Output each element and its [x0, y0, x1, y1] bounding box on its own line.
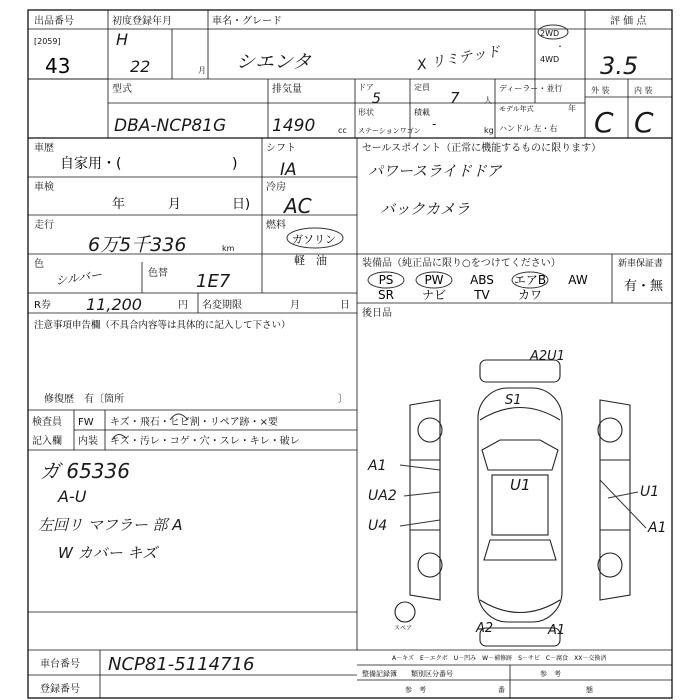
- int-flaws: キズ・汚レ・コゲ・穴・スレ・キレ・破レ: [110, 436, 300, 447]
- note-line4: W カバー キズ: [58, 544, 158, 562]
- cooling-value: AC: [284, 194, 312, 218]
- right-side: [600, 400, 630, 600]
- km-unit: km: [222, 244, 235, 253]
- yen-unit: 円: [178, 300, 188, 311]
- cc-unit: cc: [338, 126, 347, 135]
- fuel-gasoline: ガソリン: [292, 233, 336, 246]
- load-value: -: [432, 117, 437, 131]
- equipment-item: カワ: [517, 288, 543, 302]
- equipment-item: ナビ: [421, 288, 447, 302]
- score-label: 評 価 点: [610, 16, 647, 27]
- warranty-value: 有・無: [624, 279, 664, 294]
- color-label: 色: [34, 259, 44, 270]
- frame-no-label: 車台番号: [40, 659, 80, 670]
- car-name-label: 車名・グレード: [212, 16, 282, 27]
- drive-2wd: 2WD: [540, 29, 560, 38]
- repair-close: 〕: [338, 394, 348, 405]
- spare-tire: [395, 602, 415, 622]
- tag-u1-center: U1: [510, 476, 531, 494]
- note-mileage: ガ 65336: [40, 459, 130, 483]
- doors-value: 5: [372, 91, 381, 107]
- drive-4wd: 4WD: [540, 55, 560, 64]
- mileage-value: 6万5千336: [88, 234, 187, 256]
- inspection-day: 日): [232, 197, 251, 212]
- equipment-grid: [368, 272, 588, 302]
- equipment-item: PS: [378, 273, 394, 287]
- first-reg-label: 初度登録年月: [112, 16, 172, 27]
- displacement-label: 排気量: [272, 84, 302, 95]
- lot-number: 43: [45, 54, 71, 78]
- left-side: [410, 400, 440, 600]
- interior-label: 内 装: [634, 86, 653, 95]
- shape-label: 形状: [358, 108, 374, 117]
- interior-row-label: 内装: [78, 436, 98, 447]
- model-label: 型式: [112, 84, 132, 95]
- doors-label: ドア: [358, 83, 374, 92]
- recycle-amount: 11,200: [86, 295, 142, 314]
- equipment-item: AW: [568, 273, 588, 287]
- state-label: 態: [586, 686, 593, 694]
- num-abbr: 番: [498, 686, 505, 694]
- inspection-label: 車検: [34, 182, 54, 193]
- tag-a1-right: A1: [648, 520, 667, 536]
- inspection-month: 月: [168, 197, 182, 212]
- handle-label: ハンドル 左・右: [499, 124, 558, 133]
- sales-point-2: バックカメラ: [380, 200, 471, 218]
- usage-label: 車歴: [34, 143, 54, 154]
- tag-s1: S1: [505, 393, 522, 408]
- drive-dot: ・: [556, 42, 564, 51]
- model-year-unit: 年: [568, 104, 576, 113]
- windshield: [482, 440, 558, 470]
- sheet-border: [28, 10, 672, 698]
- mileage-label: 走行: [34, 220, 54, 231]
- equipment-label: 装備品（純正品に限り○をつけてください）: [362, 258, 561, 269]
- fuel-diesel: 軽 油: [294, 254, 327, 267]
- warranty-label: 新車保証書: [618, 259, 664, 269]
- wheel-rl: [418, 553, 442, 577]
- tag-a2: A2: [476, 621, 494, 636]
- lot-code: [2059]: [34, 37, 61, 46]
- displacement-value: 1490: [272, 116, 316, 136]
- ref-2: 参 考: [540, 670, 561, 678]
- equipment-item: ABS: [470, 273, 494, 287]
- doc-rows: 整備記録簿 類別区分番号: [362, 670, 453, 678]
- legend: A－キズ E－エクボ U－凹み W－補修跡 S－サビ C－腐食 XX－交換済: [392, 655, 607, 662]
- afterday-label: 後日品: [362, 308, 392, 319]
- wheel-fl: [418, 418, 442, 442]
- tag-u4: U4: [368, 518, 388, 534]
- name-limit-label: 名変期限: [202, 300, 242, 311]
- capacity-label: 定員: [414, 83, 430, 92]
- lot-no-label: 出品番号: [34, 16, 74, 27]
- equipment-item: PW: [424, 273, 444, 287]
- fuel-label: 燃料: [266, 220, 286, 231]
- wheel-rr: [598, 553, 622, 577]
- model-value: DBA-NCP81G: [114, 116, 227, 136]
- inspection-year: 年: [112, 197, 126, 212]
- fw-label: FW: [78, 417, 94, 428]
- note-line2: A-U: [58, 487, 87, 506]
- equipment-item: TV: [474, 288, 490, 302]
- person-unit: 人: [484, 96, 492, 105]
- tag-a1-bottom: A1: [548, 623, 566, 638]
- rear-window: [484, 540, 556, 560]
- sales-point-1: パワースライドドア: [368, 162, 502, 180]
- equipment-item: SR: [378, 288, 394, 302]
- color-value: シルバー: [54, 267, 103, 288]
- name-limit-day: 日: [340, 300, 350, 311]
- capacity-value: 7: [450, 89, 460, 107]
- color-change-label: 色替: [148, 268, 168, 279]
- interior-grade: C: [634, 106, 654, 139]
- color-code: 1E7: [196, 271, 231, 292]
- model-year-label: モデル年式: [499, 105, 534, 113]
- cooling-label: 冷房: [266, 182, 286, 193]
- reg-year: 22: [130, 57, 151, 76]
- name-limit-month: 月: [290, 300, 300, 311]
- wheel-fr: [598, 418, 622, 442]
- ref-1: 参 考: [405, 686, 426, 694]
- spare-label: スペア: [394, 625, 413, 632]
- note-line3: 左回リ マフラー 部 A: [38, 516, 183, 534]
- sales-point-label: セールスポイント（正常に機能するものに限ります）: [362, 143, 602, 154]
- recycle-label: R券: [34, 300, 51, 311]
- shape-value: ステーションワゴン: [358, 127, 421, 135]
- usage-close: ): [232, 156, 238, 172]
- tag-a2u1: A2U1: [530, 349, 565, 364]
- kg-unit: kg: [484, 126, 494, 135]
- tag-a1-left: A1: [368, 458, 387, 474]
- reg-era: H: [116, 30, 129, 49]
- inspector-label: 検査員: [32, 417, 62, 428]
- tag-ua2: UA2: [368, 488, 397, 504]
- exterior-label: 外 装: [591, 86, 610, 95]
- reg-no-label: 登録番号: [40, 684, 80, 695]
- shift-label: シフト: [266, 143, 296, 154]
- car-name: シエンタ: [236, 51, 312, 73]
- repair-label: 修復歴 有〔箇所: [44, 394, 124, 405]
- frame-number: NCP81-5114716: [108, 654, 255, 675]
- ext-flaws: キズ・飛石・ヒビ割・リペア跡・×要: [110, 417, 278, 428]
- recorder-label: 記入欄: [32, 436, 62, 447]
- usage-value: 自家用・(: [60, 156, 122, 172]
- car-body: [478, 388, 562, 622]
- shift-value: IA: [280, 160, 297, 180]
- tag-u1-right: U1: [640, 484, 660, 500]
- reg-month-unit: 月: [198, 66, 206, 75]
- notes-label: 注意事項申告欄（不具合内容等は具体的に記入して下さい）: [34, 320, 291, 331]
- equipment-item: エアB: [513, 273, 547, 287]
- score-value: 3.5: [600, 52, 639, 80]
- exterior-grade: C: [594, 106, 614, 139]
- dealer-label: ディーラー・並行: [499, 84, 563, 93]
- load-label: 積載: [414, 108, 430, 117]
- car-grade: X リミテッド: [415, 43, 502, 74]
